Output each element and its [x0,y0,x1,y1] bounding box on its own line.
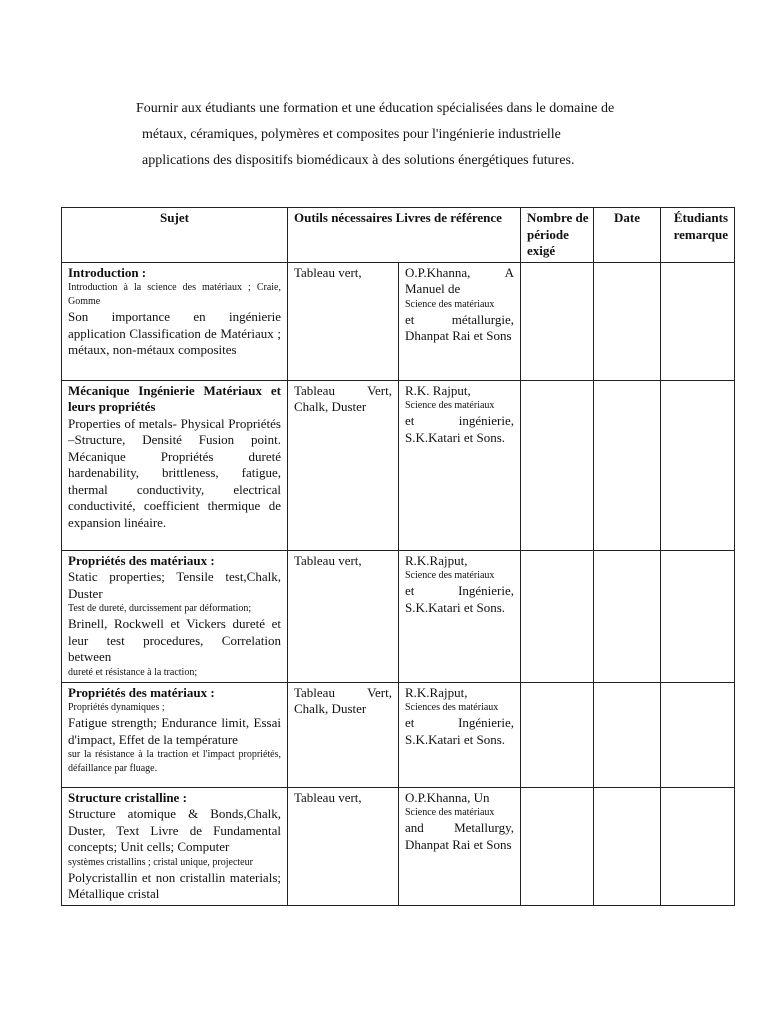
table-row [62,787,735,905]
topic-text: Fatigue strength; Endurance limit, Essai d'impact, Effet de la température [68,715,281,747]
objective-line-2: métaux, céramiques, polymères et composites pour l'ingénierie industrielle [142,127,561,142]
reference-text: Sciences des matériaux [405,702,499,713]
cell-tools: Tableau vert, [288,787,399,905]
reference-text: et métallurgie, Dhanpat Rai et Sons [405,311,515,343]
cell-reference-books [399,682,521,787]
reference-text: R.K.Rajput, [405,684,468,700]
topic-title: Structure cristalline : [68,789,187,805]
header-row [62,208,735,263]
topic-text: Test de dureté, durcissement par déformation; [68,603,252,614]
reference-text: O.P.Khanna, A Manuel de [405,264,515,296]
topic-text: Son importance en ingénierie application Classification de Matériaux ; métaux, non-métaux composites [68,309,281,357]
header-nombre-line2: période [527,226,569,242]
cell-date [594,787,661,905]
reference-text: R.K.Rajput, [405,552,468,568]
cell-tools: Tableau vert, [288,262,399,380]
reference-text: O.P.Khanna, Un [405,789,490,805]
cell-remarks [661,550,735,682]
table-row [62,262,735,380]
reference-text: et Ingénierie, S.K.Katari et Sons. [405,583,515,615]
topic-text: sur la résistance à la traction et l'impact propriétés, défaillance par fluage. [68,749,281,774]
reference-text: Science des matériaux [405,807,495,818]
cell-subject [62,262,288,380]
reference-text: Science des matériaux [405,570,495,581]
cell-reference-books [399,380,521,550]
header-etudiants [661,208,735,263]
cell-reference-books [399,550,521,682]
header-etudiants-line1: Étudiants [673,210,729,225]
cell-tools: Tableau Vert, Chalk, Duster [288,682,399,787]
reference-text: et ingénierie, S.K.Katari et Sons. [405,413,515,445]
header-nombre-line3: exigé [527,243,556,258]
reference-text: Science des matériaux [405,400,495,411]
topic-text: Properties of metals- Physical Propriétés –Structure, Densité Fusion point. Mécanique Propriétés dureté hardenability, brittleness, fatigue, thermal conductivity, electrical conductivité, coefficient thermique de expansion linéaire. [68,415,281,530]
topic-text: dureté et résistance à la traction; [68,666,198,678]
header-etudiants-line2: remarque [673,226,729,242]
cell-remarks [661,262,735,380]
header-date: Date [594,208,661,263]
topic-title: Propriétés des matériaux : [68,552,215,568]
cell-tools: Tableau vert, [288,550,399,682]
topic-text: Static properties; Tensile test,Chalk, Duster [68,569,281,601]
reference-text: et Ingénierie, S.K.Katari et Sons. [405,715,515,747]
topic-text: Introduction à la science des matériaux ; Craie, Gomme [68,282,281,307]
cell-periods [521,380,594,550]
topic-text: systèmes cristallins ; cristal unique, projecteur [68,856,253,868]
cell-remarks [661,380,735,550]
cell-tools: Tableau Vert, Chalk, Duster [288,380,399,550]
topic-text: Brinell, Rockwell et Vickers dureté et leur test procedures, Correlation between [68,616,281,664]
cell-date [594,262,661,380]
header-nombre-line1: Nombre de [527,210,589,225]
topic-title: Propriétés des matériaux : [68,684,215,700]
table-row [62,550,735,682]
header-nombre-periode [521,208,594,263]
reference-text: Science des matériaux [405,298,495,310]
cell-periods [521,787,594,905]
cell-remarks [661,682,735,787]
cell-date [594,550,661,682]
objective-line-3: applications des dispositifs biomédicaux à des solutions énergétiques futures. [142,153,575,168]
table-row [62,380,735,550]
objective-text-1: Fournir aux étudiants une formation et une éducation spécialisées dans le domaine de [136,101,615,116]
cell-date [594,380,661,550]
cell-subject [62,550,288,682]
objective-line-1 [118,96,700,122]
objective-paragraph [118,96,700,174]
table-row [62,682,735,787]
topic-text: Propriétés dynamiques ; [68,702,165,713]
reference-text: R.K. Rajput, [405,382,471,398]
cell-subject [62,682,288,787]
topic-title: Mécanique Ingénierie Matériaux et leurs propriétés [68,382,281,414]
syllabus-table [61,207,735,906]
topic-text: Polycristallin et non cristallin materials; Métallique cristal [68,869,281,901]
topic-text: Structure atomique & Bonds,Chalk, Duster, Text Livre de Fundamental concepts; Unit cells; Computer [68,806,281,854]
cell-date [594,682,661,787]
header-sujet: Sujet [62,208,288,263]
cell-periods [521,550,594,682]
cell-reference-books [399,787,521,905]
cell-periods [521,262,594,380]
cell-remarks [661,787,735,905]
cell-subject [62,380,288,550]
cell-periods [521,682,594,787]
topic-title: Introduction : [68,264,147,280]
header-outils-livres: Outils nécessaires Livres de référence [288,208,521,263]
reference-text: and Metallurgy, Dhanpat Rai et Sons [405,820,515,852]
cell-subject [62,787,288,905]
cell-reference-books [399,262,521,380]
